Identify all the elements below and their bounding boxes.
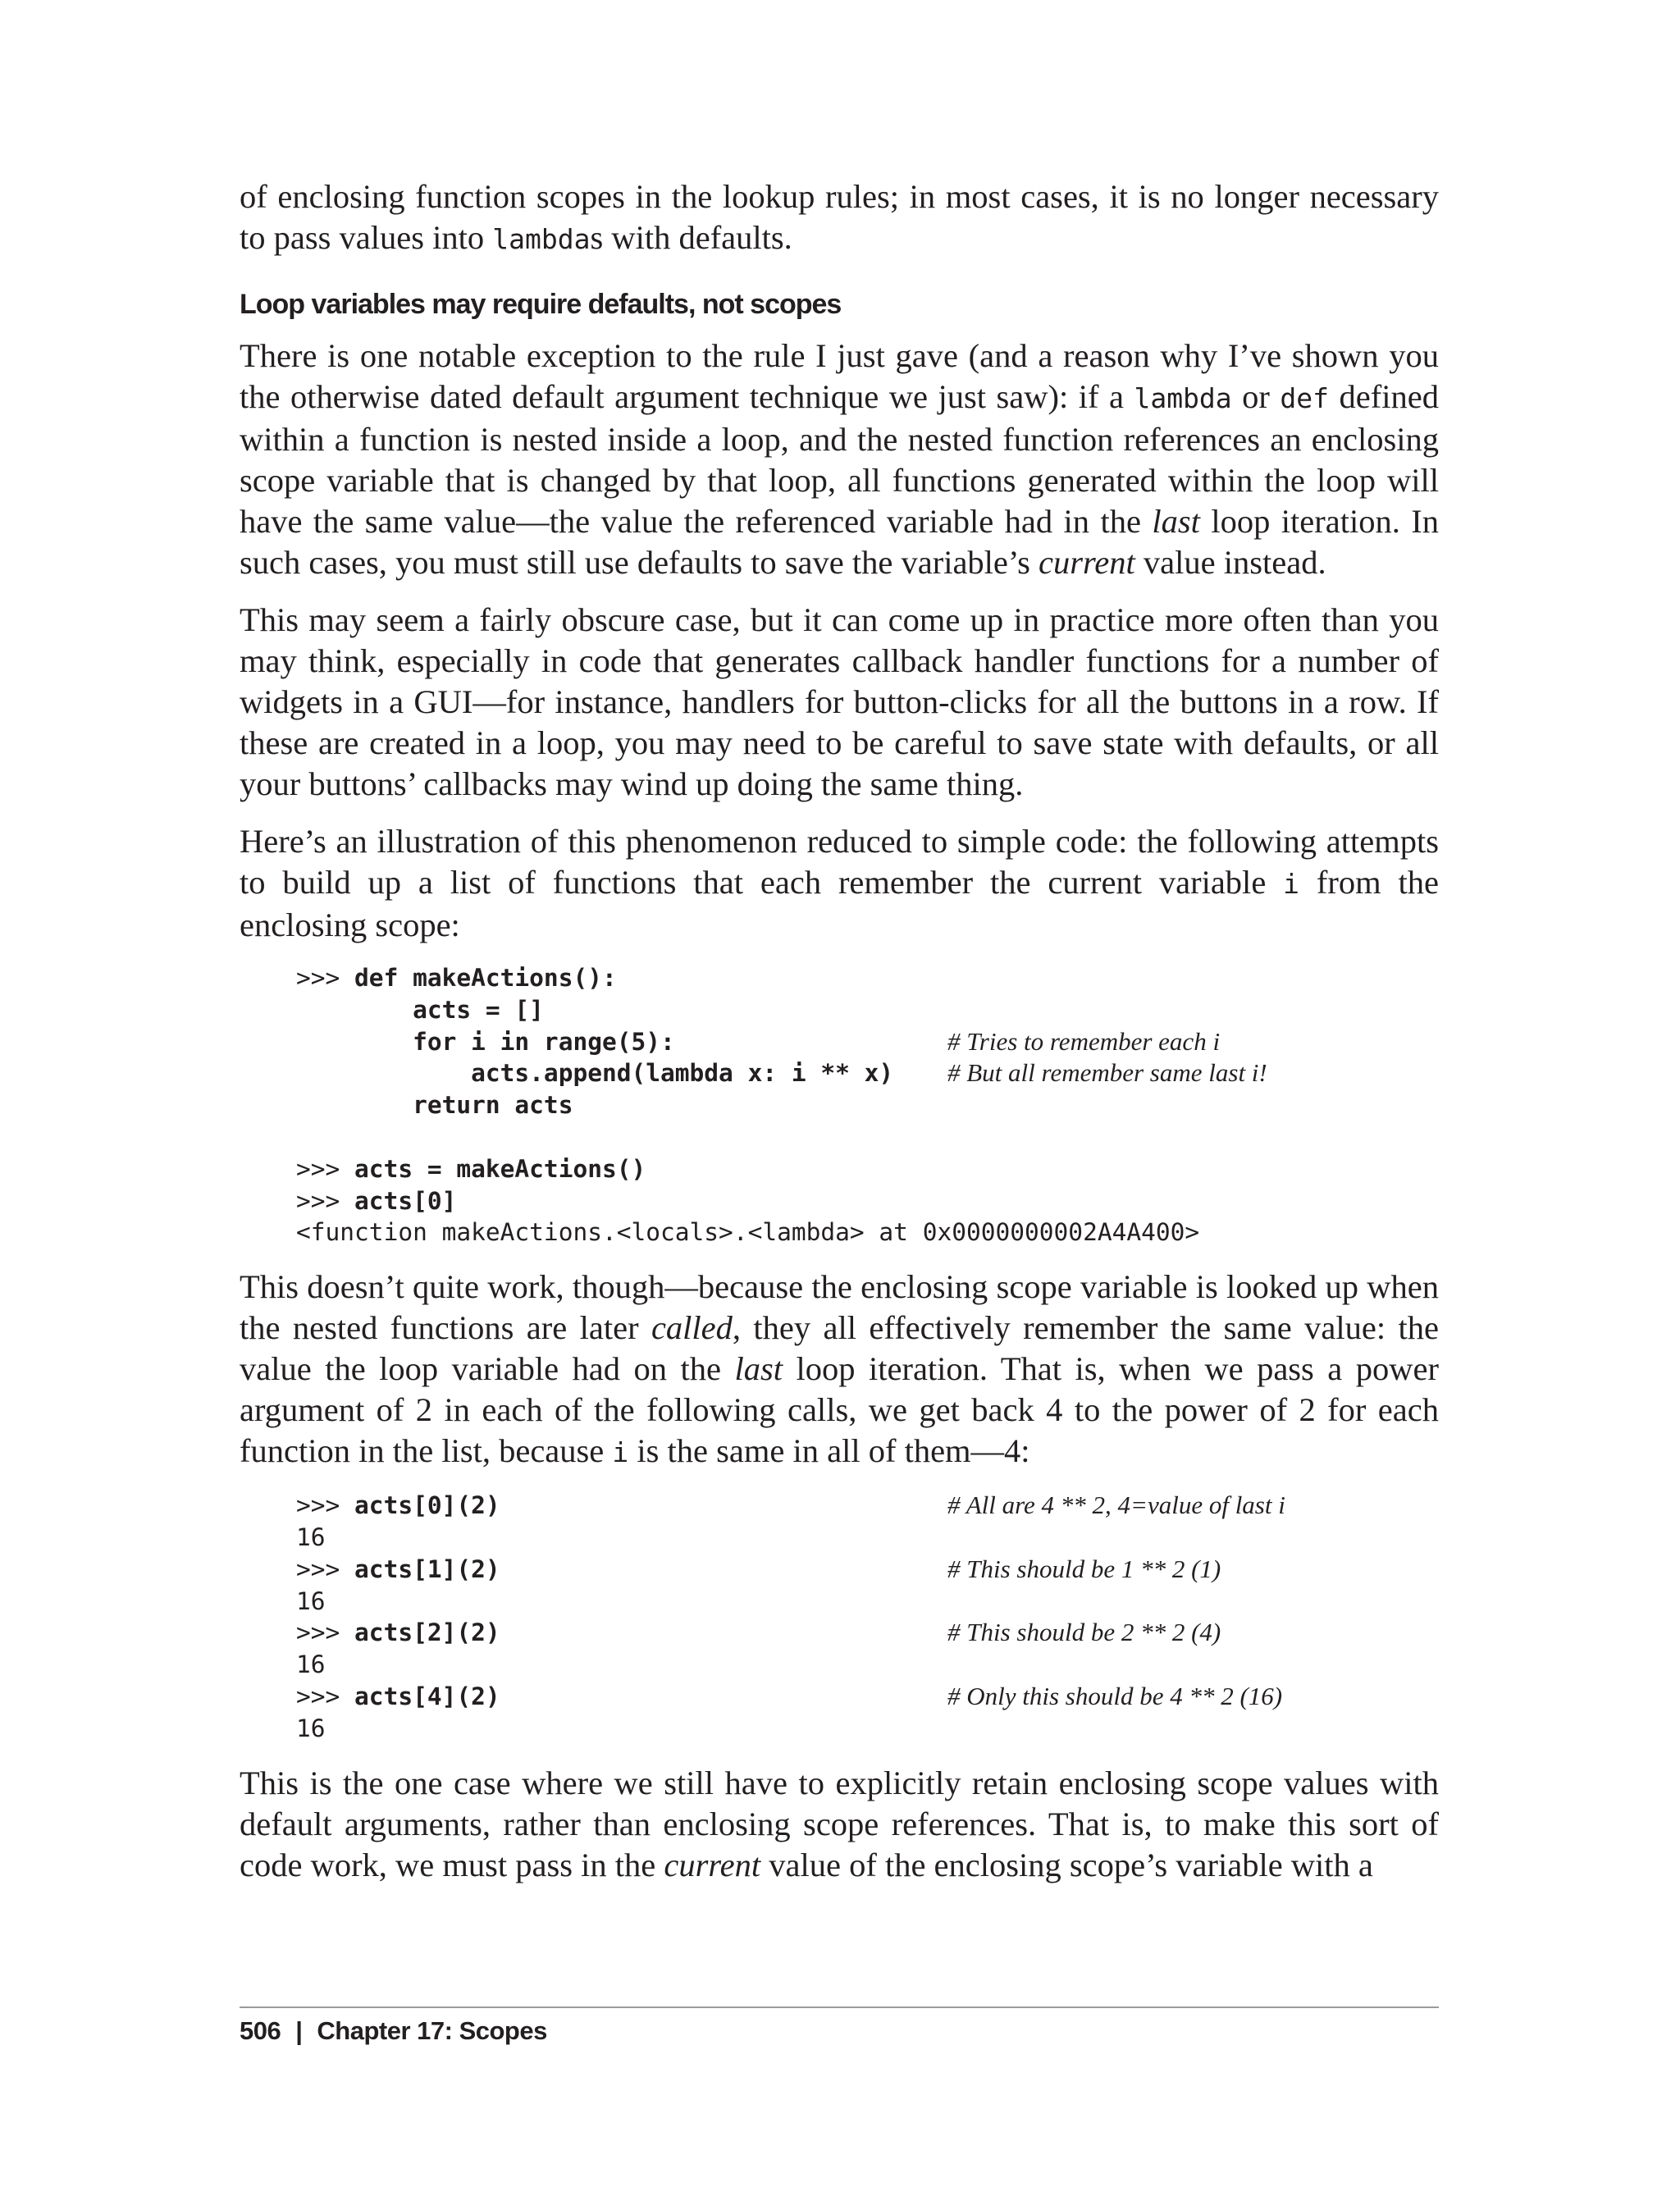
- code-line: [296, 1490, 1439, 1522]
- code-comment: # This should be 2 ** 2 (4): [947, 1618, 1221, 1647]
- chapter-title: Chapter 17: Scopes: [317, 2016, 547, 2045]
- code-output-line: 16: [296, 1650, 326, 1679]
- intro-paragraph: [240, 176, 1439, 260]
- code-comment: # Tries to remember each i: [947, 1026, 1221, 1056]
- code-line: [296, 1089, 1439, 1121]
- code-block-calls: [296, 1490, 1439, 1744]
- para4-italic-last: last: [734, 1350, 783, 1388]
- para4-code-i: i: [612, 1436, 629, 1469]
- para1-text-1: There is one notable exception to the rule I just gave (and a reason why I’ve shown you the otherwise dated default argument technique we just saw): if a: [240, 337, 1439, 415]
- code-output-line: 16: [296, 1522, 326, 1551]
- code-output-line: 16: [296, 1714, 326, 1742]
- code-text: return acts: [296, 1091, 573, 1120]
- paragraph-retain-defaults: [240, 1763, 1439, 1886]
- code-text: acts[1](2): [354, 1554, 500, 1583]
- para1-text-5: value instead.: [1134, 544, 1326, 581]
- para1-code-def: def: [1280, 382, 1330, 414]
- code-prompt: >>>: [296, 1186, 355, 1215]
- code-prompt: >>>: [296, 1618, 355, 1647]
- code-line: [296, 1617, 1439, 1649]
- page-number: 506: [240, 2016, 281, 2045]
- code-comment: # But all remember same last i!: [947, 1058, 1267, 1088]
- para4-text-2: , they all effectively remember the same value: the value the loop variable had on the: [240, 1309, 1439, 1388]
- para4-text-1: This doesn’t quite work, though—because the enclosing scope variable is looked up when the nested functions are later: [240, 1268, 1439, 1347]
- code-prompt: >>>: [296, 1554, 355, 1583]
- code-comment: # All are 4 ** 2, 4=value of last i: [947, 1491, 1285, 1520]
- paragraph-doesnt-work: [240, 1267, 1439, 1473]
- para4-text-3: loop iteration. That is, when we pass a power argument of 2 in each of the following calls, we get back 4 to the power of 2 for each function in the list, because: [240, 1350, 1439, 1470]
- code-text: for i in range(5):: [296, 1027, 675, 1056]
- code-text: acts = []: [296, 995, 544, 1024]
- code-text: def makeActions():: [354, 964, 617, 992]
- para5-text-2: value of the enclosing scope’s variable with a: [760, 1846, 1373, 1883]
- code-comment: # This should be 1 ** 2 (1): [947, 1554, 1221, 1583]
- code-comment: # Only this should be 4 ** 2 (16): [947, 1681, 1283, 1710]
- para1-code-lambda: lambda: [1134, 382, 1232, 414]
- code-text: acts.append(lambda x: i ** x): [296, 1059, 894, 1088]
- code-prompt: >>>: [296, 1491, 355, 1520]
- paragraph-illustration: [240, 821, 1439, 946]
- code-block-make-actions: [296, 962, 1439, 1249]
- code-output-line: <function makeActions.<locals>.<lambda> at 0x0000000002A4A400>: [296, 1218, 1200, 1247]
- code-line: [296, 1153, 1439, 1185]
- intro-text-b: s with defaults.: [590, 219, 792, 256]
- para3-text-1: Here’s an illustration of this phenomenon reduced to simple code: the following attempts to build up a list of functions that each remember the current variable: [240, 823, 1439, 901]
- page-footer: [240, 2016, 547, 2046]
- code-blank-line: [296, 1121, 1439, 1153]
- code-line: [296, 1554, 1439, 1586]
- page-body: [240, 176, 1439, 1902]
- para3-code-i: i: [1283, 868, 1300, 900]
- code-line: [296, 1185, 1439, 1217]
- para4-text-4: is the same in all of them—4:: [628, 1432, 1030, 1470]
- paragraph-gui-callbacks: This may seem a fairly obscure case, but it can come up in practice more often than you may think, especially in code that generates callback handler functions for a number of widgets in a GUI—for instance, handlers for button-clicks for all the buttons in a row. If these are created in a loop, you may need to be careful to save state with defaults, or all your buttons’ callbacks may wind up doing the same thing.: [240, 601, 1439, 802]
- code-line: [296, 1057, 1439, 1089]
- para4-italic-called: called: [651, 1309, 733, 1347]
- para1-italic-current: current: [1039, 544, 1135, 581]
- para1-text-4: loop iteration. In such cases, you must still use defaults to save the variable’s: [240, 503, 1439, 581]
- code-prompt: >>>: [296, 964, 355, 992]
- para1-text-2: or: [1231, 378, 1281, 415]
- code-text: acts[0]: [354, 1186, 457, 1215]
- para1-italic-last: last: [1152, 503, 1200, 540]
- intro-text-a: of enclosing function scopes in the lookup rules; in most cases, it is no longer necessary to pass values into: [240, 178, 1439, 256]
- code-text: acts[4](2): [354, 1682, 500, 1710]
- section-subheading: Loop variables may require defaults, not scopes: [240, 289, 842, 320]
- intro-code-lambda: lambda: [492, 223, 591, 255]
- code-text: acts = makeActions(): [354, 1154, 646, 1183]
- code-output-line: 16: [296, 1586, 326, 1615]
- code-text: acts[0](2): [354, 1491, 500, 1520]
- para5-italic-current: current: [664, 1846, 761, 1883]
- code-line: [296, 1026, 1439, 1058]
- code-line: [296, 1681, 1439, 1713]
- paragraph-exception: [240, 336, 1439, 583]
- code-text: acts[2](2): [354, 1618, 500, 1647]
- footer-separator: |: [295, 2016, 303, 2045]
- code-prompt: >>>: [296, 1682, 355, 1710]
- code-prompt: >>>: [296, 1154, 355, 1183]
- code-line: [296, 994, 1439, 1026]
- para1-text-3: defined within a function is nested inside a loop, and the nested function references an enclosing scope variable that is changed by that loop, all functions generated within the loop will have the same value—the value the referenced variable had in the: [240, 378, 1439, 540]
- footer-rule: [240, 2006, 1439, 2008]
- code-line: [296, 962, 1439, 994]
- para3-text-2: from the enclosing scope:: [240, 864, 1439, 943]
- para5-text-1: This is the one case where we still have to explicitly retain enclosing scope values with default arguments, rather than enclosing scope references. That is, to make this sort of code work, we must pass in the: [240, 1764, 1439, 1883]
